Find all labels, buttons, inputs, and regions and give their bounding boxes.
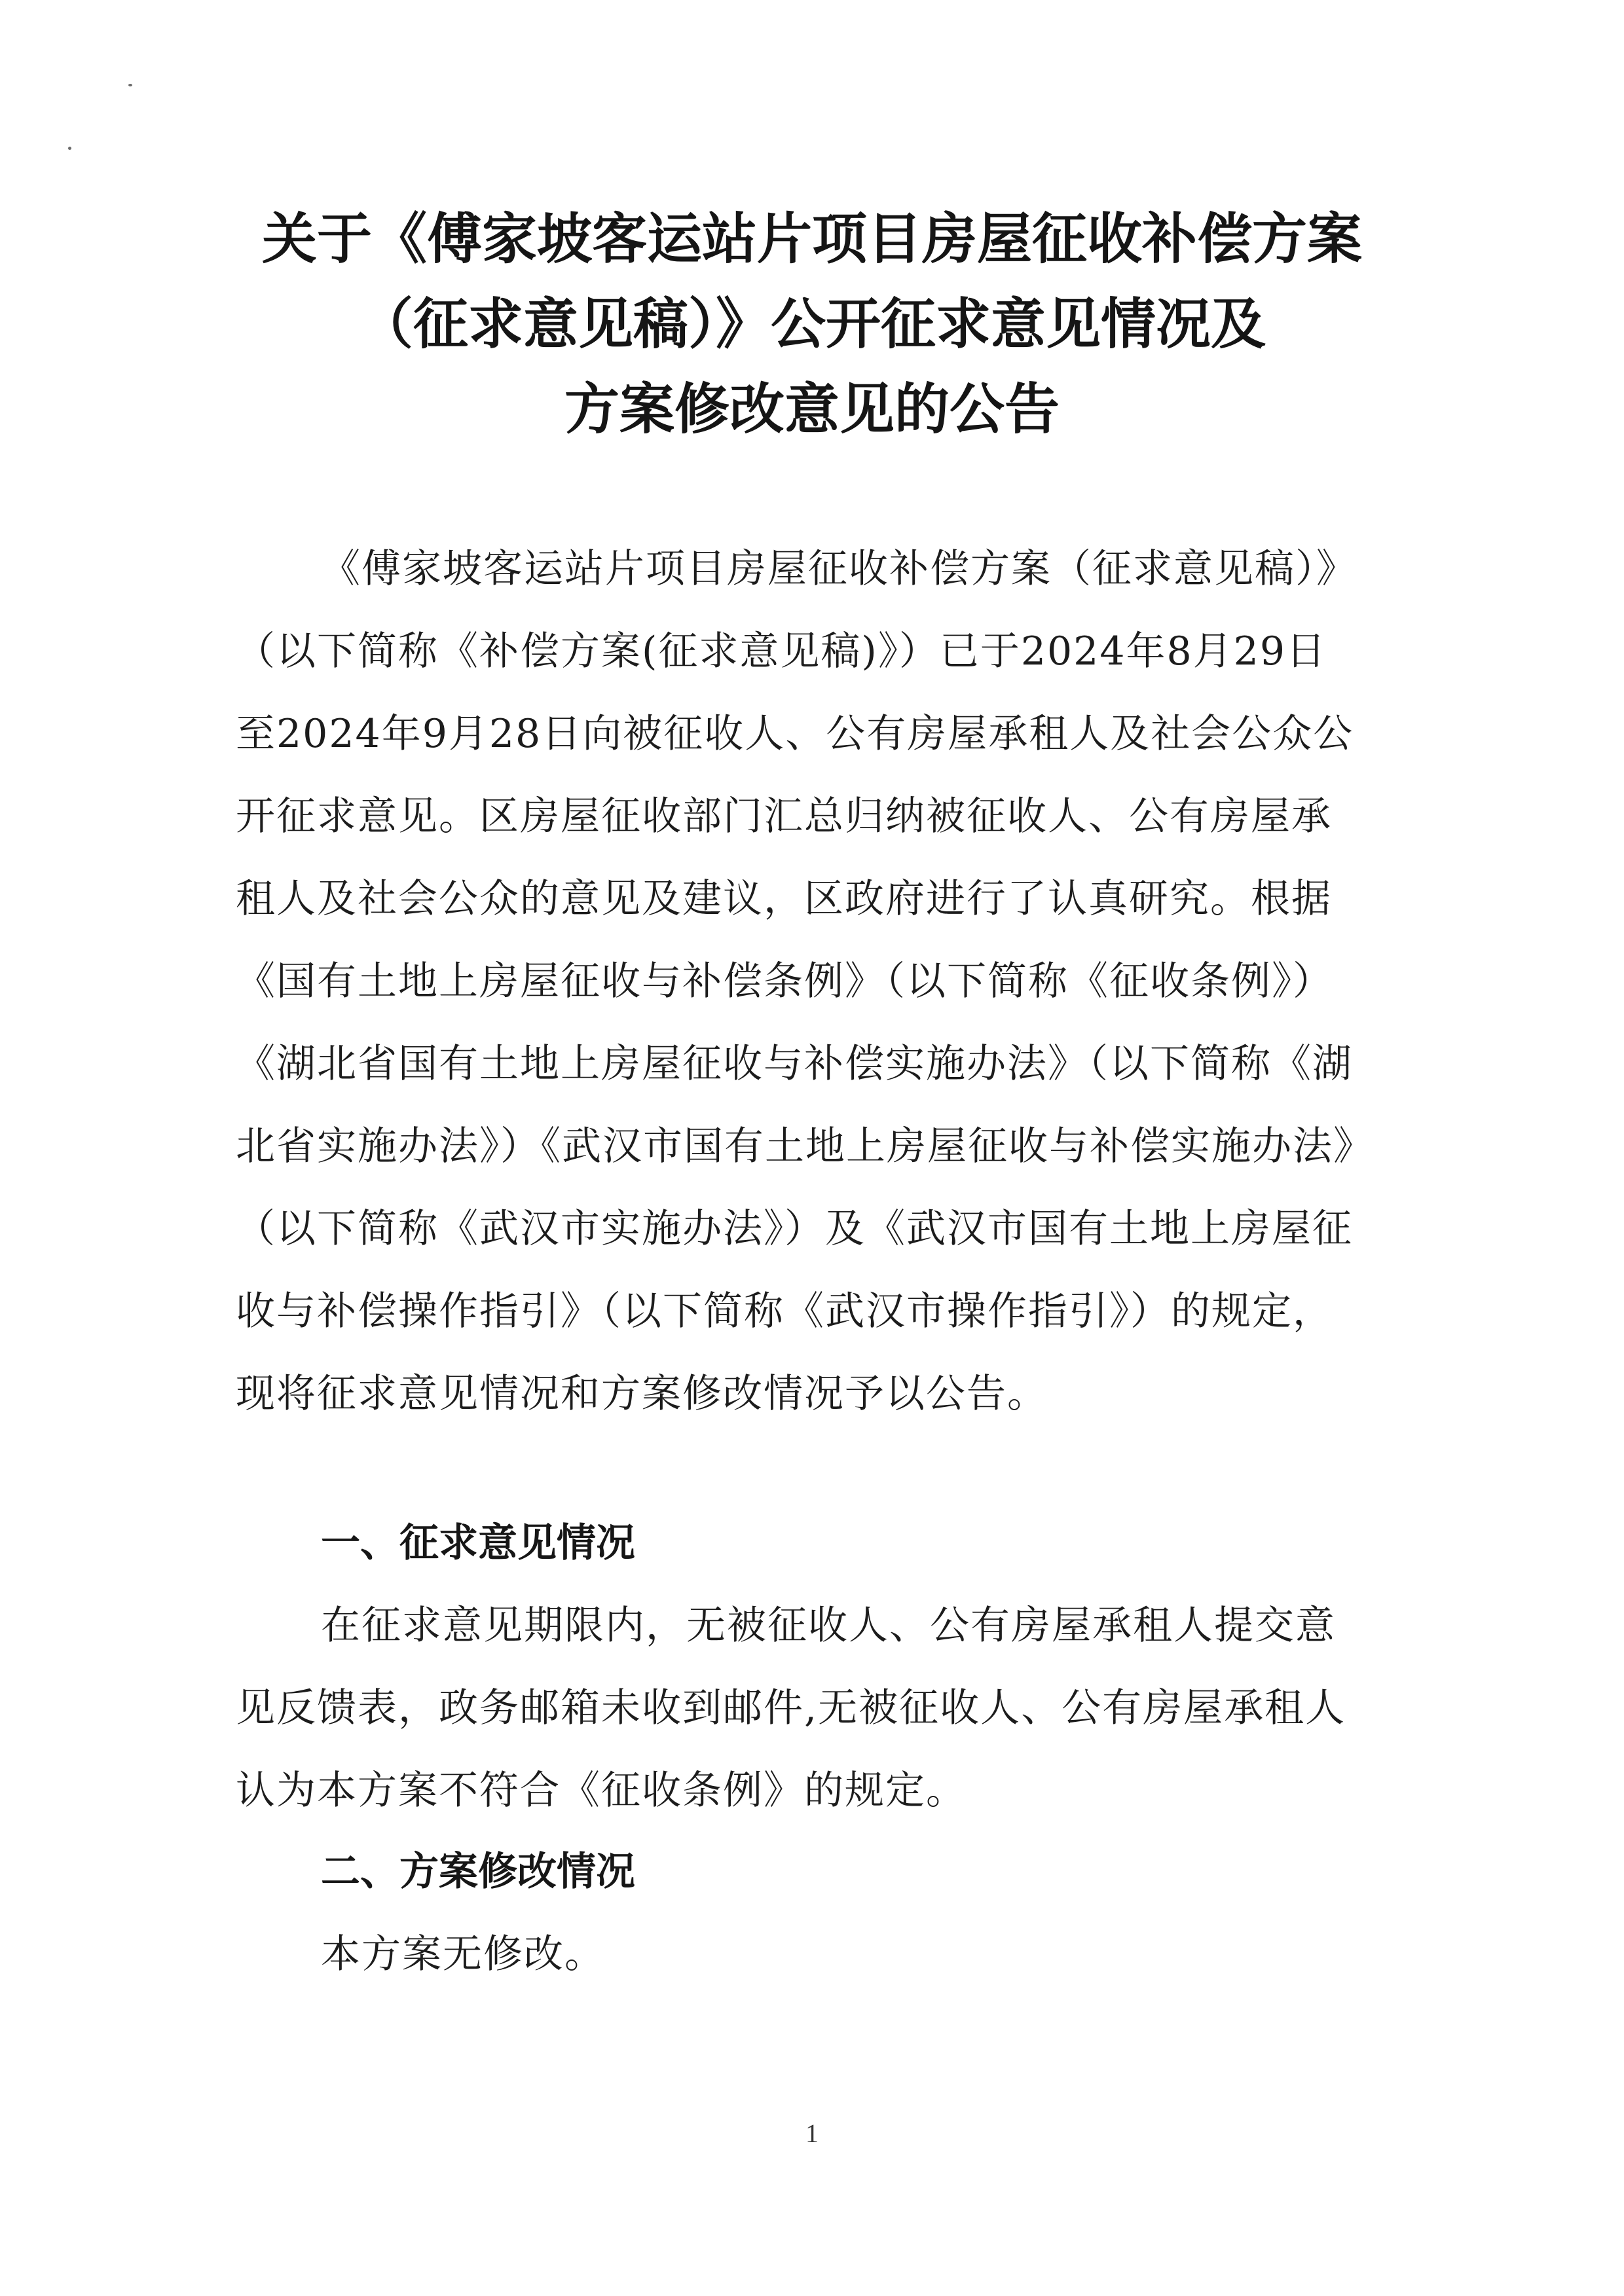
scan-speck [68, 147, 71, 150]
page-number: 1 [805, 2119, 819, 2148]
scan-speck [128, 84, 132, 86]
section-body-revisions: 本方案无修改。 [321, 1931, 605, 1977]
intro-paragraph: 《傅家坡客运站片项目房屋征收补偿方案（征求意见稿）》（以下简称《补偿方案(征求意见稿)》）已于2024年8月29日至2024年9月28日向被征收人、公有房屋承租人及社会公众公开征求意见。区房屋征收部门汇总归纳被征收人、公有房屋承租人及社会公众的意见及建议，区政府进行了认真研究。根据《国有土地上房屋征收与补偿条例》（以下简称《征收条例》）《湖北省国有土地上房屋征收与补偿实施办法》（以下简称《湖北省实施办法》）《武汉市国有土地上房屋征收与补偿实施办法》（以下简称《武汉市实施办法》）及《武汉市国有土地上房屋征收与补偿操作指引》（以下简称《武汉市操作指引》）的规定，现将征求意见情况和方案修改情况予以公告。 [236, 546, 1357, 1417]
section-heading-opinions: 一、征求意见情况 [321, 1520, 635, 1566]
section-body-opinions: 在征求意见期限内，无被征收人、公有房屋承租人提交意见反馈表，政务邮箱未收到邮件,无被征收人、公有房屋承租人认为本方案不符合《征收条例》的规定。 [236, 1603, 1346, 1813]
document-title [0, 196, 1624, 452]
title-line-2: （征求意见稿）》公开征求意见情况及 [358, 292, 1266, 356]
title-line-3: 方案修改意见的公告 [564, 377, 1060, 441]
title-line-1: 关于《傅家坡客运站片项目房屋征收补偿方案 [261, 207, 1362, 271]
section-heading-revisions: 二、方案修改情况 [321, 1849, 635, 1895]
